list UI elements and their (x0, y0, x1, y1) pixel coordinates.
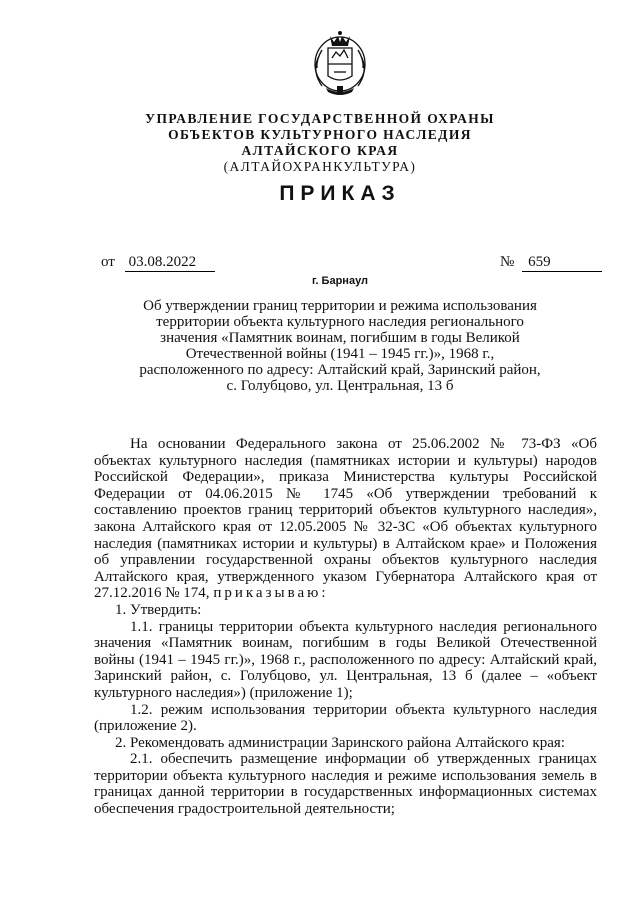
item-1-1: 1.1. границы территории объекта культурного наследия регионального значения «Памятник воинам, погибшим в годы Великой Отечественной войны (1941 – 1945 гг.)», 1968 г., расположенного по адресу: Алтайский край, Заринский район, с. Голубцово, ул. Центральная, 13 б (далее – «объект культурного наследия») (приложение 1); (94, 618, 597, 701)
number-prefix: № (500, 254, 515, 270)
title-line: территории объекта культурного наследия регионального (156, 314, 524, 330)
header-line-1: УПРАВЛЕНИЕ ГОСУДАРСТВЕННОЙ ОХРАНЫ (145, 111, 495, 126)
document-title (100, 298, 580, 394)
item-1: 1. Утвердить: (115, 601, 202, 618)
number-value: 659 (522, 254, 602, 272)
title-line: Отечественной войны (1941 – 1945 гг.)», 1968 г., (185, 346, 495, 362)
date-value: 03.08.2022 (125, 254, 215, 272)
item-2: 2. Рекомендовать администрации Заринского района Алтайского края: (115, 734, 565, 751)
item-1-2: 1.2. режим использования территории объекта культурного наследия (приложение 2). (94, 701, 597, 735)
title-line: расположенного по адресу: Алтайский край, Заринский район, (139, 362, 541, 378)
date-prefix: от (101, 254, 115, 270)
header-line-2: ОБЪЕКТОВ КУЛЬТУРНОГО НАСЛЕДИЯ (168, 127, 472, 142)
city-label: г. Барнаул (311, 275, 369, 287)
title-line: значения «Памятник воинам, погибшим в годы Великой (160, 330, 520, 346)
header-line-4: (АЛТАЙОХРАНКУЛЬТУРА) (223, 159, 417, 174)
header-line-3: АЛТАЙСКОГО КРАЯ (241, 143, 399, 158)
date-block (101, 254, 215, 272)
number-block (500, 254, 602, 272)
order-word: приказываю: (213, 585, 329, 602)
intro-paragraph (94, 436, 597, 602)
item-2-1: 2.1. обеспечить размещение информации об утвержденных границах территории объекта культурного наследия и режиме использования земель в границах данной территории в государственных информационных системах обеспечения градостроительной деятельности; (94, 751, 597, 818)
document-type: ПРИКАЗ (279, 182, 401, 205)
title-line: с. Голубцово, ул. Центральная, 13 б (226, 378, 454, 394)
intro-text: На основании Федерального закона от 25.06.2002 № 73-ФЗ «Об объектах культурного наследия (памятниках истории и культуры) народов Российской Федерации», приказа Министерства культуры Российской Федерации от 04.06.2015 № 1745 «Об утверждении требований к составлению проектов границ территорий объектов культурного наследия», закона Алтайского края от 12.05.2005 № 32-ЗС «Об объектах культурного наследия (памятниках истории и культуры) в Алтайском крае» и Положения об управлении государственной охраны объектов культурного наследия Алтайского края, утвержденного указом Губернатора Алтайского края от 27.12.2016 № 174, (94, 436, 597, 602)
document-body (94, 436, 597, 818)
coat-of-arms-emblem (308, 28, 372, 98)
title-line: Об утверждении границ территории и режима использования (143, 298, 537, 314)
